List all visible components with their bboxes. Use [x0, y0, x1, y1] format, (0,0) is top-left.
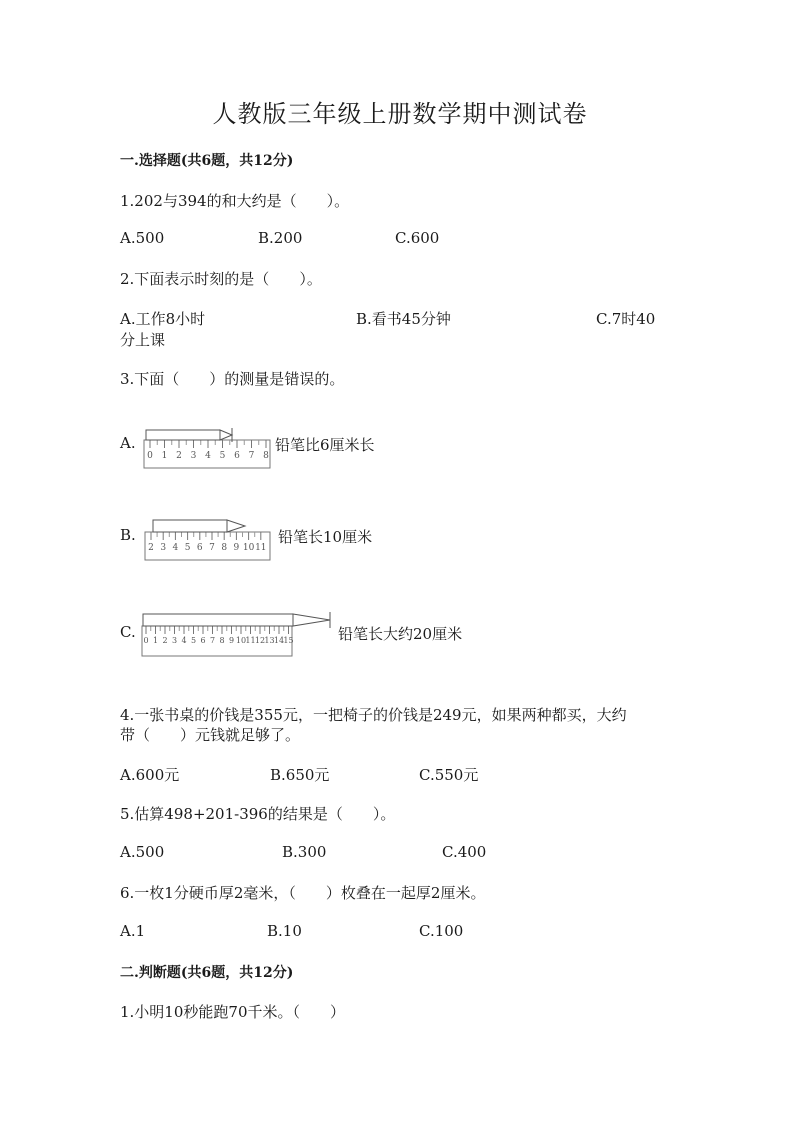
pencil-a-body: [146, 430, 220, 440]
ruler-c-tick-label: 5: [190, 636, 197, 645]
ruler-c-tick-label: 7: [209, 636, 216, 645]
question-1: 1.202与394的和大约是（ ）。: [120, 192, 350, 210]
ruler-b-tick-label: 4: [172, 543, 179, 553]
q1-option-c: C.600: [395, 229, 440, 247]
ruler-c-tick-label: 15: [283, 636, 294, 645]
ruler-c-tick-label: 8: [219, 636, 225, 645]
q3-b-ruler-figure: [143, 516, 273, 562]
ruler-b-tick-label: 5: [184, 543, 191, 553]
ruler-a-svg: [142, 426, 274, 470]
ruler-b-tick-label: 7: [209, 543, 215, 553]
question-6: 6.一枚1分硬币厚2毫米，（ ）枚叠在一起厚2厘米。: [120, 884, 486, 902]
ruler-b-tick-label: 9: [233, 543, 240, 553]
q4-option-c: C.550元: [419, 766, 479, 784]
ruler-b-tick-label: 10: [242, 543, 255, 553]
ruler-a-tick-label: 2: [176, 451, 182, 461]
q4-option-a: A.600元: [120, 766, 180, 784]
ruler-c-tick-label: 12: [254, 636, 266, 645]
q2-option-b: B.看书45分钟: [356, 310, 451, 328]
ruler-c-tick-label: 3: [171, 636, 178, 645]
ruler-c-tick-label: 4: [181, 636, 187, 645]
ruler-c-tick-label: 1: [152, 636, 159, 645]
pencil-b-tip: [227, 520, 245, 532]
q2-option-a: A.工作8小时: [120, 310, 206, 328]
q3-a-ruler-figure: [142, 426, 274, 470]
section-heading-true-false: 二.判断题(共6题，共12分): [120, 965, 294, 981]
ruler-a-tick-label: 6: [234, 451, 240, 461]
ruler-a-tick-label: 4: [205, 451, 211, 461]
ruler-b-tick-label: 8: [221, 543, 228, 553]
ruler-a-tick-label: 8: [263, 451, 269, 461]
ruler-b-svg: [143, 516, 273, 562]
ruler-c-tick-label: 0: [143, 636, 149, 645]
ruler-b-tick-label: 11: [255, 543, 267, 553]
ruler-b-tick-label: 3: [160, 543, 167, 553]
ruler-a-tick-label: 5: [219, 451, 226, 461]
pencil-b-body: [153, 520, 227, 532]
ruler-a-tick-label: 1: [161, 451, 168, 461]
ruler-c-tick-label: 6: [200, 636, 206, 645]
tf-question-1: 1.小明10秒能跑70千米。（ ）: [120, 1003, 345, 1021]
question-4-continued: 带（ ）元钱就足够了。: [120, 726, 301, 744]
ruler-c-tick-label: 11: [245, 636, 256, 645]
q6-option-c: C.100: [419, 922, 464, 940]
question-2: 2.下面表示时刻的是（ ）。: [120, 270, 322, 288]
q1-option-a: A.500: [120, 229, 165, 247]
question-4: 4.一张书桌的价钱是355元，一把椅子的价钱是249元，如果两种都买，大约: [120, 706, 627, 724]
ruler-a-tick-label: 7: [248, 451, 255, 461]
page-title: 人教版三年级上册数学期中测试卷: [212, 100, 588, 128]
q5-option-c: C.400: [442, 843, 487, 861]
q3-option-b-label: B.: [120, 526, 136, 544]
ruler-a-tick-label: 0: [147, 451, 153, 461]
ruler-c-tick-label: 14: [273, 636, 285, 645]
question-3: 3.下面（ ）的测量是错误的。: [120, 370, 345, 388]
q3-option-c-text: 铅笔长大约20厘米: [338, 625, 463, 643]
q5-option-a: A.500: [120, 843, 165, 861]
q4-option-b: B.650元: [270, 766, 330, 784]
q3-option-a-label: A.: [120, 434, 136, 452]
ruler-c-tick-label: 2: [162, 636, 168, 645]
q6-option-a: A.1: [120, 922, 146, 940]
question-5: 5.估算498+201-396的结果是（ ）。: [120, 805, 396, 823]
ruler-a-tick-label: 3: [190, 451, 197, 461]
q2-option-c-continued: 分上课: [120, 331, 166, 349]
q2-option-c: C.7时40: [596, 310, 656, 328]
q1-option-b: B.200: [258, 229, 303, 247]
ruler-b-tick-label: 6: [196, 543, 203, 553]
pencil-a-tip: [220, 430, 232, 440]
q3-option-a-text: 铅笔比6厘米长: [275, 436, 375, 454]
ruler-c-tick-label: 10: [235, 636, 247, 645]
q3-option-c-label: C.: [120, 623, 136, 641]
q3-option-b-text: 铅笔长10厘米: [278, 528, 373, 546]
ruler-c-svg: [140, 610, 336, 658]
ruler-c-tick-label: 9: [228, 636, 235, 645]
q5-option-b: B.300: [282, 843, 327, 861]
section-heading-choice: 一.选择题(共6题，共12分): [120, 153, 294, 169]
pencil-c-body: [143, 614, 293, 626]
pencil-c-tip: [293, 614, 330, 626]
ruler-c-tick-label: 13: [264, 636, 275, 645]
q6-option-b: B.10: [267, 922, 302, 940]
ruler-b-tick-label: 2: [148, 543, 154, 553]
q3-c-ruler-figure: [140, 610, 336, 658]
